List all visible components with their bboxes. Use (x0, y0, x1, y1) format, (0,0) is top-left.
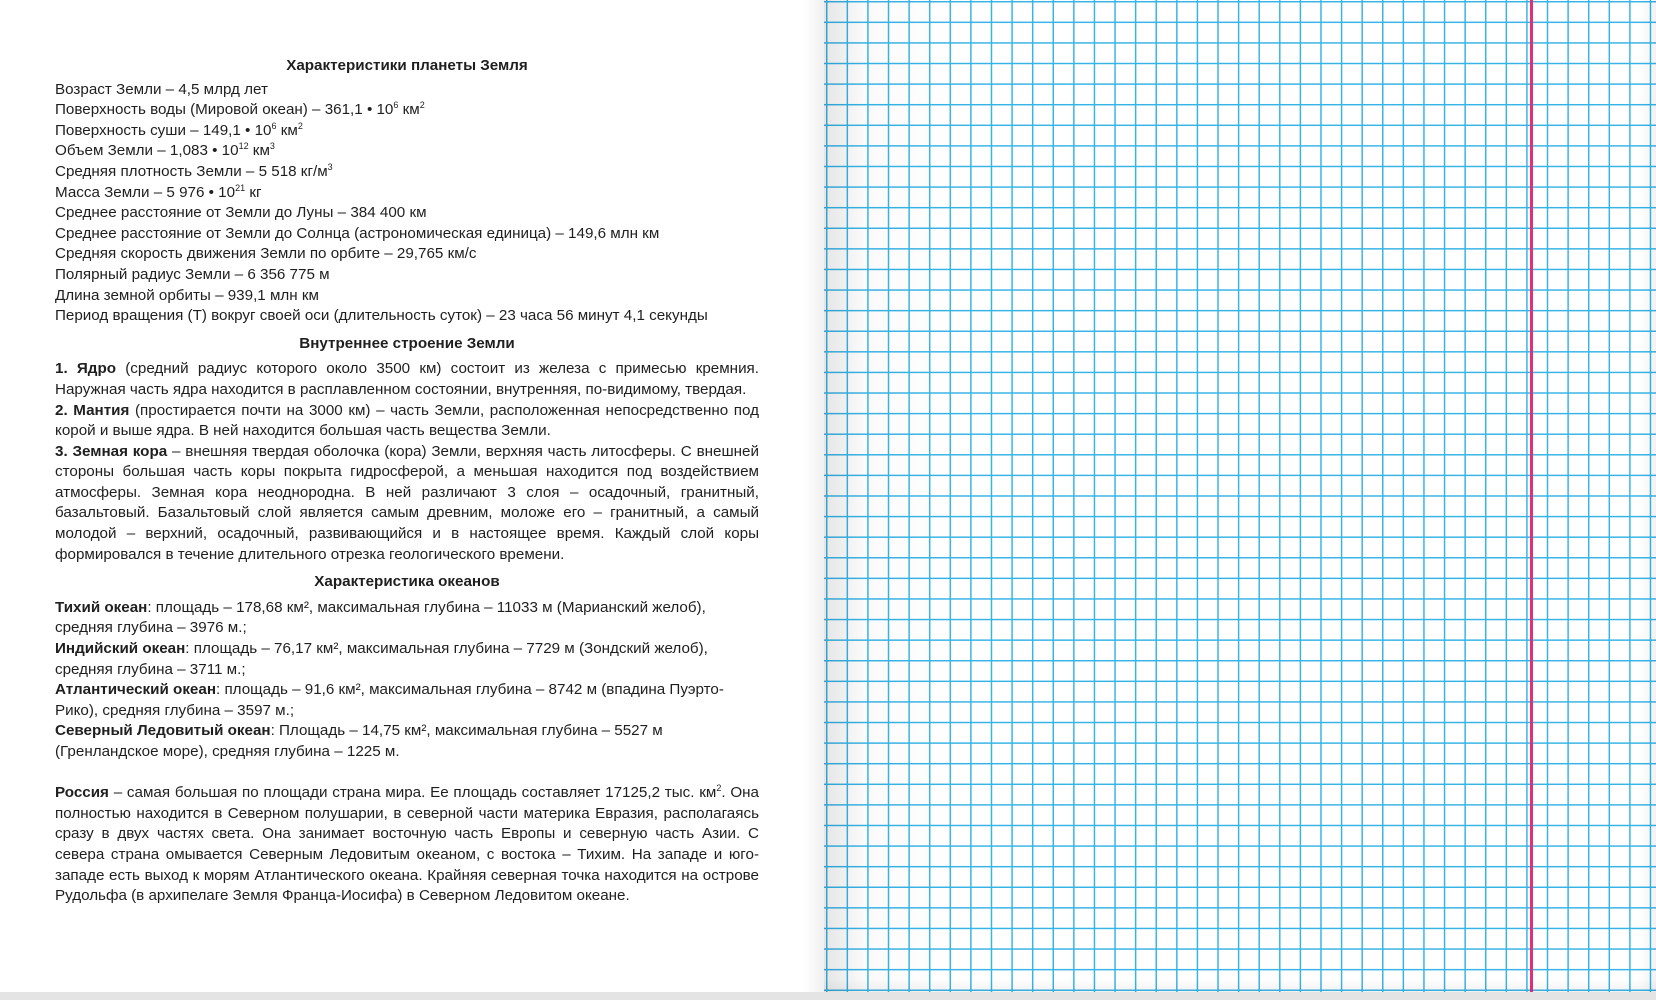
russia-text-continued: . Она полностью находится в Северном полушарии, в северной части материка Евразия, располагаясь сразу в двух частях света. Она занимает восточную часть Европы и северную часть Азии. С севера страна омывается Северным Ледовитым океаном, с востока – Тихим. На западе и юго-западе есть выход к морям Атлантического океана. Крайняя северная точка находится на острове Рудольфа (в архипелаге Земля Франца-Иосифа) в Северном Ледовитом океане. (55, 784, 759, 905)
ocean-item (55, 680, 759, 721)
earth-structure-title: Внутреннее строение Земли (299, 334, 515, 352)
oceans-title: Характеристика океанов (314, 573, 500, 591)
ocean-text: : площадь – 91,6 км², максимальная глубина – 8742 м (впадина Пуэрто-Рико), средняя глубина – 3597 м.; (55, 681, 724, 719)
list-item (55, 121, 759, 142)
list-item-text: Поверхность воды (Мировой океан) – 361,1 • 10 (55, 101, 394, 119)
list-item (55, 203, 759, 224)
mantle-paragraph (55, 401, 759, 442)
mantle-term: 2. Мантия (55, 401, 130, 419)
earth-characteristics-list (55, 80, 759, 327)
unit: км (398, 101, 420, 119)
ocean-item (55, 598, 759, 639)
list-item (55, 224, 759, 245)
reference-content (55, 56, 759, 907)
earth-characteristics-title: Характеристики планеты Земля (286, 57, 528, 74)
list-item-text: Поверхность суши – 149,1 • 10 (55, 121, 272, 139)
russia-term: Россия (55, 784, 109, 802)
ocean-text: : Площадь – 14,75 км², максимальная глубина – 5527 м (Гренландское море), средняя глубина – 1225 м. (55, 722, 663, 760)
list-item (55, 306, 759, 327)
ocean-item (55, 721, 759, 762)
ocean-name: Индийский океан (55, 640, 186, 658)
core-text: (средний радиус которого около 3500 км) состоит из железа с примесью кремния. Наружная часть ядра находится в расплавленном состоянии, внутренняя, по-видимому, твердая. (55, 360, 759, 398)
list-item (55, 141, 759, 162)
core-term: 1. Ядро (55, 360, 116, 378)
list-item-text: Объем Земли – 1,083 • 10 (55, 142, 239, 160)
mantle-text: (простирается почти на 3000 км) – часть Земли, расположенная непосредственно под корой и выше ядра. В ней находится большая часть вещества Земли. (55, 401, 759, 440)
russia-text: – самая большая по площади страна мира. Ее площадь составляет 17125,2 тыс. км (108, 784, 717, 802)
russia-paragraph (55, 783, 759, 907)
list-item (55, 100, 759, 121)
list-item-text: Средняя скорость движения Земли по орбите – 29,765 км/с (55, 245, 477, 263)
exponent: 12 (238, 141, 249, 152)
grid-page (824, 0, 1656, 992)
crust-term: 3. Земная кора (55, 442, 168, 460)
unit: кг (245, 183, 262, 201)
list-item (55, 244, 759, 265)
list-item-text: Среднее расстояние от Земли до Солнца (астрономическая единица) – 149,6 млн км (55, 224, 660, 242)
ocean-name: Тихий океан (55, 598, 148, 616)
exponent: 3 (327, 161, 333, 172)
list-item-text: Полярный радиус Земли – 6 356 775 м (55, 265, 330, 283)
list-item-text: Длина земной орбиты – 939,1 млн км (55, 286, 319, 304)
exponent: 2 (419, 100, 425, 111)
list-item-text: Средняя плотность Земли – 5 518 кг/м (55, 162, 328, 180)
crust-text: – внешняя твердая оболочка (кора) Земли, верхняя часть литосферы. С внешней стороны большая часть коры покрыта гидросферой, а меньшая находится под воздействием атмосферы. Земная кора неоднородна. В ней различают 3 слоя – осадочный, гранитный, базальтовый. Базальтовый слой является самым древним, моложе его – гранитный, а самый молодой – верхний, осадочный, развивающийся и в настоящее время. Каждый слой коры формировался в течение длительного отрезка геологического времени. (55, 442, 759, 563)
list-item (55, 80, 759, 101)
list-item-text: Масса Земли – 5 976 • 10 (55, 183, 236, 201)
ocean-text: : площадь – 76,17 км², максимальная глубина – 7729 м (Зондский желоб), средняя глубина – 3711 м.; (55, 640, 708, 678)
ocean-name: Атлантический океан (55, 681, 216, 699)
text-page (0, 0, 824, 992)
ocean-name: Северный Ледовитый океан (55, 722, 271, 740)
list-item-text: Период вращения (Т) вокруг своей оси (длительность суток) – 23 часа 56 минут 4,1 секунды (55, 307, 708, 325)
list-item-text: Возраст Земли – 4,5 млрд лет (55, 80, 268, 98)
exponent: 3 (269, 141, 275, 152)
gutter-shadow (802, 0, 824, 992)
list-item-text: Среднее расстояние от Земли до Луны – 384 400 км (55, 204, 427, 222)
list-item (55, 162, 759, 183)
unit: км (248, 142, 270, 160)
exponent: 2 (297, 120, 303, 131)
margin-line (1530, 0, 1533, 992)
crust-paragraph (55, 442, 759, 566)
list-item (55, 183, 759, 204)
ocean-item (55, 639, 759, 680)
list-item (55, 286, 759, 307)
ocean-text: : площадь – 178,68 км², максимальная глубина – 11033 м (Марианский желоб), средняя глубина – 3976 м.; (55, 598, 706, 637)
list-item (55, 265, 759, 286)
exponent: 6 (393, 100, 399, 111)
exponent: 21 (235, 182, 246, 193)
exponent: 6 (271, 120, 277, 131)
exponent: 2 (716, 783, 722, 794)
spacer (55, 763, 759, 784)
unit: км (276, 121, 298, 139)
core-paragraph (55, 359, 759, 400)
